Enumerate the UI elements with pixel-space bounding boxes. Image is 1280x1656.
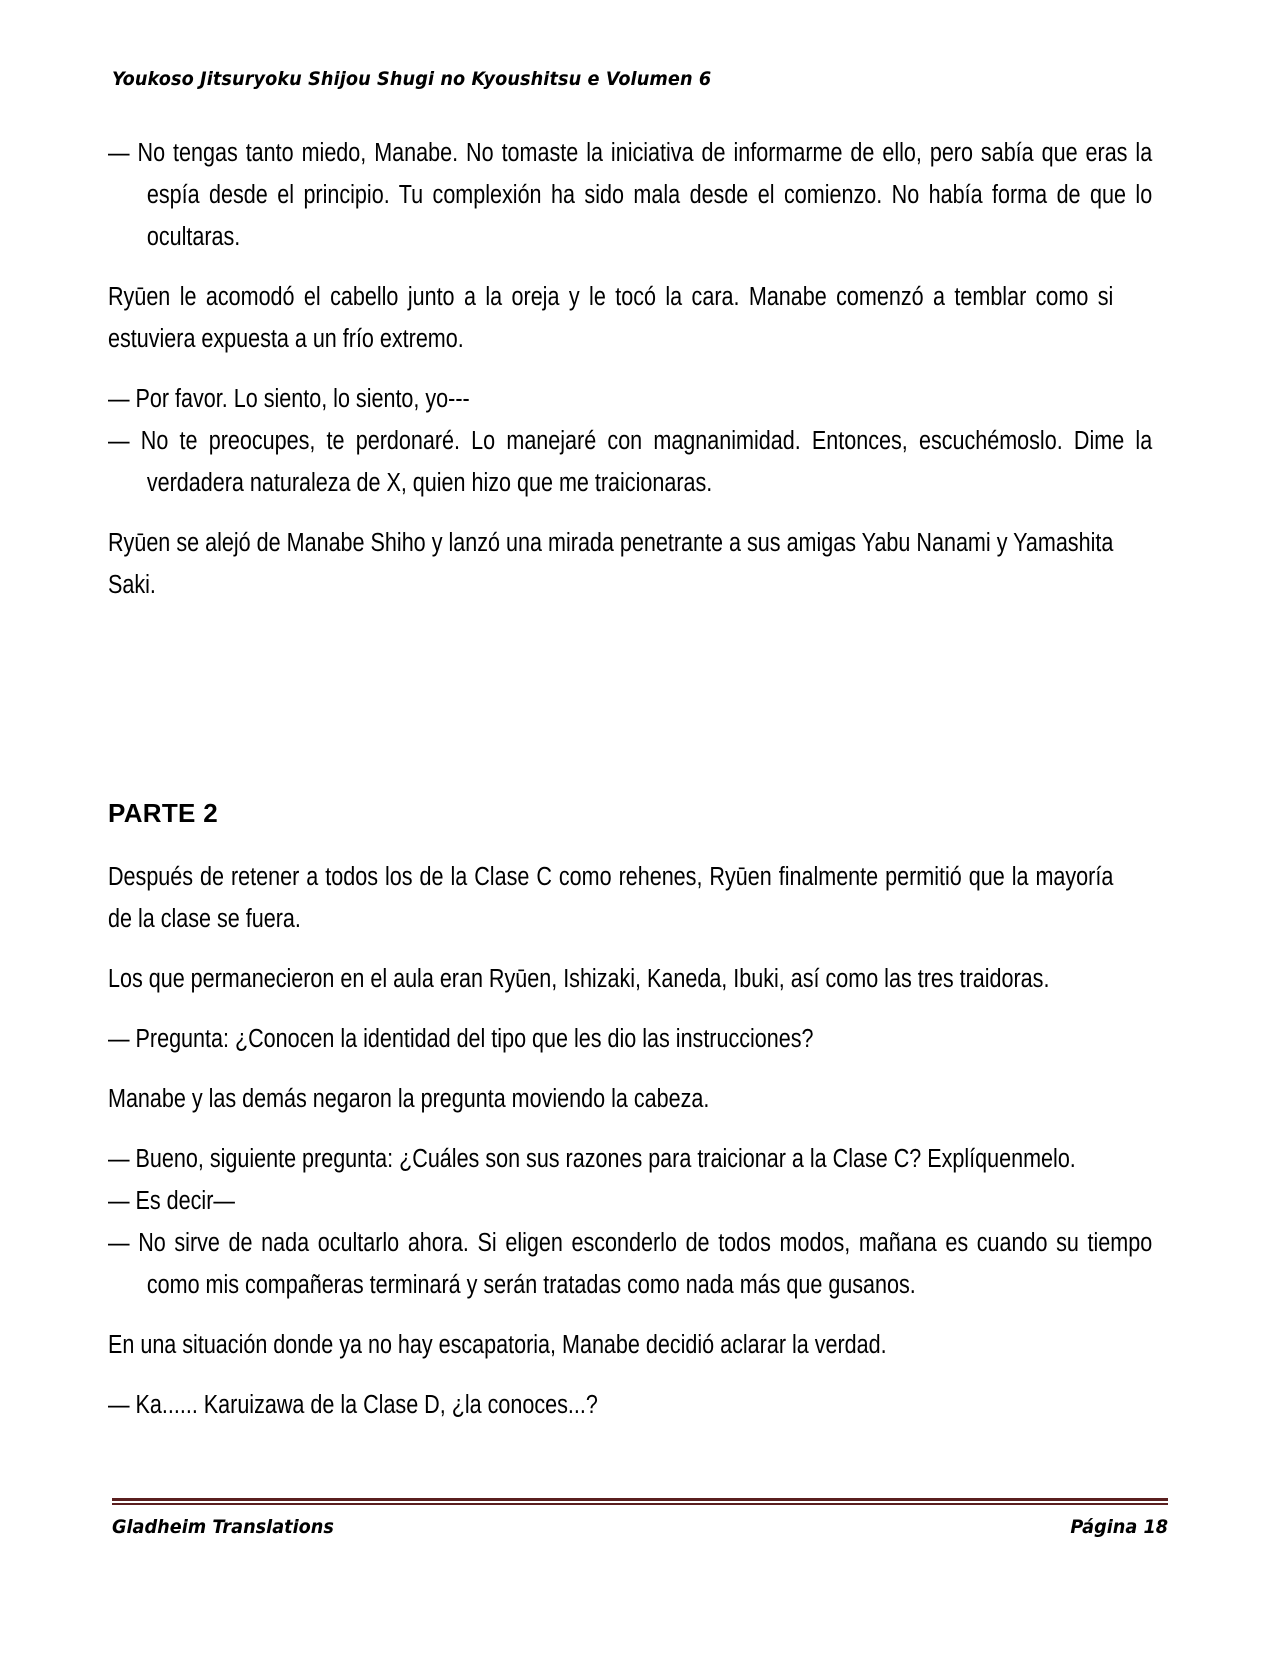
paragraph: Ryūen se alejó de Manabe Shiho y lanzó una mirada penetrante a sus amigas Yabu Nanami y Yamashita Saki. xyxy=(108,529,1114,599)
dialogue-line: — Pregunta: ¿Conocen la identidad del tipo que les dio las instrucciones? xyxy=(108,1025,814,1053)
dialogue-line: — Es decir— xyxy=(108,1187,235,1215)
dialogue-block xyxy=(108,132,1153,258)
document-footer xyxy=(112,1498,1168,1538)
dialogue-block xyxy=(108,1138,1153,1306)
dialogue-line: — No tengas tanto miedo, Manabe. No tomaste la iniciativa de informarme de ello, pero sabía que eras la espía desde el principio. Tu complexión ha sido mala desde el comienzo. No había forma de que lo ocultaras. xyxy=(108,139,1153,251)
dialogue-line: — Por favor. Lo siento, lo siento, yo--- xyxy=(108,385,470,413)
dialogue-block xyxy=(108,1384,1112,1426)
paragraph: Ryūen le acomodó el cabello junto a la oreja y le tocó la cara. Manabe comenzó a temblar como si estuviera expuesta a un frío extremo. xyxy=(108,283,1114,353)
section-spacer xyxy=(108,624,1112,796)
dialogue-block xyxy=(108,1018,1112,1060)
section-heading: PARTE 2 xyxy=(108,798,218,828)
paragraph: Los que permanecieron en el aula eran Ryūen, Ishizaki, Kaneda, Ibuki, así como las tres traidoras. xyxy=(108,965,1050,993)
footer-credit: Gladheim Translations xyxy=(112,1516,334,1538)
dialogue-line: — No te preocupes, te perdonaré. Lo manejaré con magnanimidad. Entonces, escuchémoslo. Dime la verdadera naturaleza de X, quien hizo que me traicionaras. xyxy=(108,427,1153,497)
footer-page-number: Página 18 xyxy=(1070,1516,1168,1538)
header-title: Youkoso Jitsuryoku Shijou Shugi no Kyoushitsu e Volumen 6 xyxy=(112,68,712,90)
footer-row xyxy=(112,1516,1168,1538)
paragraph: Manabe y las demás negaron la pregunta moviendo la cabeza. xyxy=(108,1085,710,1113)
dialogue-line: — Bueno, siguiente pregunta: ¿Cuáles son sus razones para traicionar a la Clase C? Explíquenmelo. xyxy=(108,1145,1076,1173)
dialogue-line: — Ka...... Karuizawa de la Clase D, ¿la conoces...? xyxy=(108,1391,598,1419)
dialogue-line: — No sirve de nada ocultarlo ahora. Si eligen esconderlo de todos modos, mañana es cuando su tiempo como mis compañeras terminará y serán tratadas como nada más que gusanos. xyxy=(108,1229,1153,1299)
paragraph: Después de retener a todos los de la Clase C como rehenes, Ryūen finalmente permitió que la mayoría de la clase se fuera. xyxy=(108,863,1114,933)
document-body xyxy=(108,132,1153,1444)
dialogue-block xyxy=(108,378,1153,504)
footer-divider xyxy=(112,1498,1168,1505)
document-header xyxy=(112,68,1168,102)
paragraph: En una situación donde ya no hay escapatoria, Manabe decidió aclarar la verdad. xyxy=(108,1331,887,1359)
